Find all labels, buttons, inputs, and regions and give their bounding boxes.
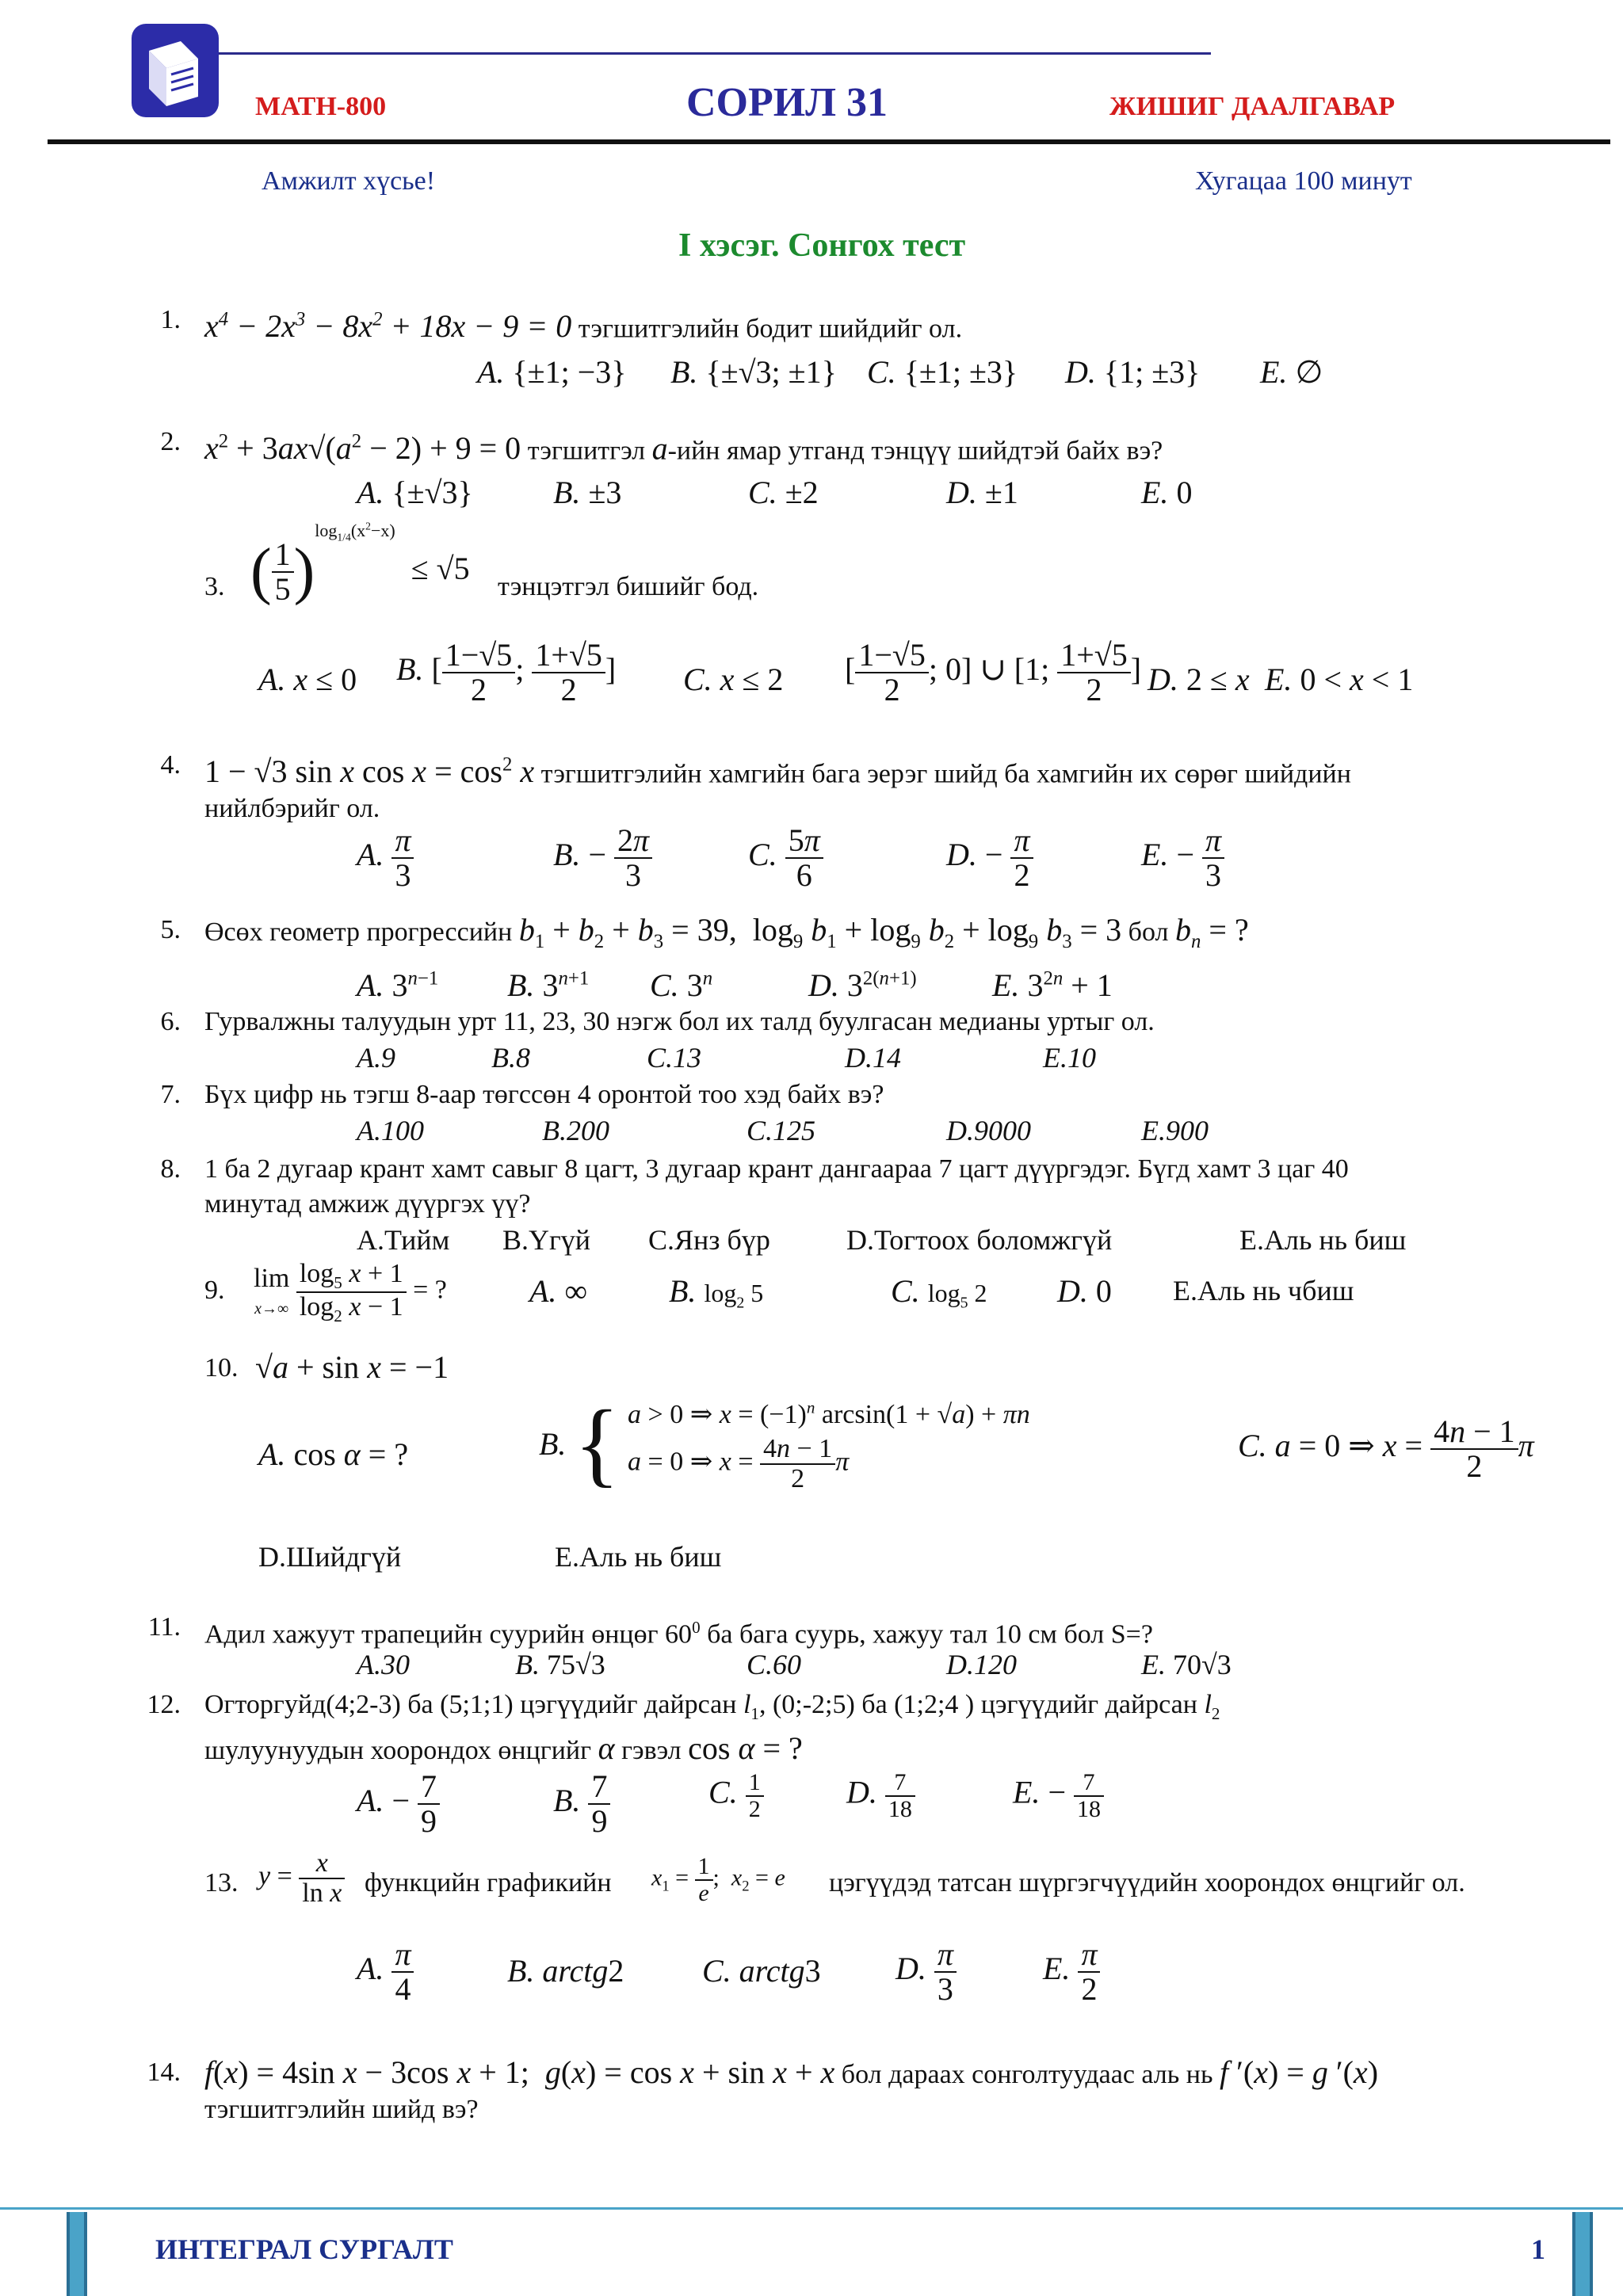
target: $b_n$ = ?: [1175, 912, 1249, 952]
q3-number: 3.: [204, 572, 225, 601]
page-title: СОРИЛ 31: [686, 80, 888, 125]
q5-option-e[interactable]: E. $3^{2n} + 1$: [992, 967, 1113, 1003]
question-11: 11. Адил хажуут трапецийн суурийн өнцөг $60^0$ ба бага суурь, хажуу тал 10 см бол S=?: [204, 1610, 1568, 1652]
target-equation: f ′(x) = g ′(x): [1219, 2054, 1379, 2090]
q9-option-b[interactable]: B. $\log_2 5$: [669, 1273, 764, 1312]
question-text-4: гэвэл: [621, 1735, 682, 1765]
q4-option-b[interactable]: B. − $\frac{2\pi}{3}$: [553, 824, 652, 892]
question-number: 4.: [160, 750, 181, 780]
question-text-2: нийлбэрийг ол.: [204, 794, 380, 824]
question-number: 8.: [160, 1154, 181, 1184]
q13-option-a[interactable]: A. $\frac{\pi}{4}$: [357, 1938, 414, 2006]
q4-option-a[interactable]: A. $\frac{\pi}{3}$: [357, 824, 414, 892]
q3-option-c[interactable]: C. x ≤ 2: [683, 662, 784, 697]
q5-option-c[interactable]: C. 3$^n$: [650, 967, 713, 1003]
q10-equation: √a + sin x = −1: [255, 1349, 449, 1385]
question-number: 12.: [147, 1690, 181, 1719]
section-title: I хэсэг. Сонгох тест: [678, 227, 966, 264]
question-text-2: бол: [1128, 917, 1169, 947]
footer-right-bar: [1572, 2212, 1593, 2296]
q13-text-2: цэгүүдэд татсан шүргэгчүүдийн хоорондох өнцгийг ол.: [829, 1868, 1465, 1897]
question-8: [160, 1152, 1568, 1222]
footer-top-rule: [0, 2207, 1623, 2210]
q13-function: y = $\frac{x}{\text{ln x}}$: [258, 1849, 345, 1907]
q8-option-b[interactable]: B.Үгүй: [502, 1224, 591, 1256]
question-text-3: шулуунуудын хоорондох өнцгийг: [204, 1735, 592, 1765]
functions: f(x) = 4sin x − 3cos x + 1; g(x) = cos x + sin x + x: [204, 2054, 835, 2090]
q2-option-a[interactable]: A. {±√3}: [357, 475, 473, 510]
q13-option-e[interactable]: E. $\frac{\pi}{2}$: [1043, 1938, 1100, 2006]
q7-option-c[interactable]: C.125: [747, 1115, 816, 1146]
q9-option-d[interactable]: D. 0: [1057, 1273, 1112, 1309]
question-text: Өсөх геометр прогрессийн: [204, 917, 513, 947]
q6-option-b[interactable]: B.8: [491, 1042, 530, 1074]
q10-option-d[interactable]: D.Шийдгүй: [258, 1541, 402, 1573]
question-14: [147, 2054, 1568, 2127]
question-2: [160, 425, 1568, 468]
question-text: тэгшитгэл: [527, 436, 646, 466]
q1-option-e[interactable]: E. ∅: [1260, 354, 1323, 390]
q13-option-c[interactable]: C. arctg3: [702, 1953, 821, 1989]
question-7: [160, 1077, 1568, 1112]
q3-option-d[interactable]: D. 2 ≤ x: [1148, 662, 1250, 697]
q11-option-e[interactable]: E. 70√3: [1141, 1649, 1232, 1680]
question-12: 12. Огторгуйд(4;2-3) ба (5;1;1) цэгүүдийг дайрсан $l_1$, (0;-2;5) ба (1;2;4 ) цэгүүдийг дайрсан $l_2$ шулуунуудын хоорондох өнцгийг α гэвэл cos α = ?: [204, 1688, 1568, 1768]
question-number: 14.: [147, 2058, 181, 2087]
q3-option-a[interactable]: A. x ≤ 0: [258, 662, 357, 697]
equation: $x^4 - 2x^3 - 8x^2 + 18x - 9 = 0$: [204, 308, 572, 345]
q9-option-a[interactable]: A. ∞: [529, 1273, 587, 1309]
book-logo-icon: [132, 24, 219, 117]
q5-option-b[interactable]: B. $3^{n+1}$: [507, 967, 590, 1003]
q1-option-c[interactable]: C. {±1; ±3}: [867, 354, 1018, 390]
question-number: 2.: [160, 427, 181, 456]
q12-option-a[interactable]: A. − $\frac{7}{9}$: [357, 1770, 440, 1838]
q8-option-a[interactable]: A.Тийм: [357, 1224, 450, 1256]
q6-option-c[interactable]: C.13: [647, 1042, 702, 1074]
q9-option-c[interactable]: C. $\log_5 2$: [891, 1273, 987, 1312]
q6-option-e[interactable]: E.10: [1043, 1042, 1096, 1074]
assignment-type: ЖИШИГ ДААЛГАВАР: [1109, 92, 1396, 121]
question-text-2: ба бага суурь, хажуу тал 10 см бол S=?: [707, 1619, 1153, 1650]
condition: $b_1 + b_2 + b_3 = 39$, $\log_9 b_1 + \log_9 b_2 + \log_9 b_3 = 3$: [518, 912, 1122, 952]
q8-option-d[interactable]: D.Тогтоох боломжгүй: [846, 1224, 1113, 1256]
q1-option-a[interactable]: A. {±1; −3}: [477, 354, 627, 390]
question-text-2: , (0;-2;5) ба (1;2;4 ) цэгүүдийг дайрсан: [758, 1690, 1197, 1719]
q9-limit: lim x→∞ $\frac{\log_5 x + 1}{\log_2 x - 1}$ = ?: [254, 1259, 447, 1325]
question-1: [160, 303, 1568, 346]
question-number: 11.: [147, 1612, 181, 1642]
question-text-2: минутад амжиж дүүргэх үү?: [204, 1189, 531, 1219]
q4-option-c[interactable]: C. $\frac{5\pi}{6}$: [748, 824, 823, 892]
footer-brand: ИНТЕГРАЛ СУРГАЛТ: [155, 2233, 453, 2265]
q6-option-d[interactable]: D.14: [845, 1042, 901, 1074]
question-text: бол дараах сонголтуудаас аль нь: [841, 2060, 1213, 2089]
q10-option-e[interactable]: E.Аль нь биш: [555, 1541, 722, 1573]
q12-option-d[interactable]: D. $\frac{7}{18}$: [846, 1770, 915, 1821]
q7-option-b[interactable]: B.200: [542, 1115, 609, 1146]
q3-inequality: ( $\frac{1}{5}$ )$^{log_{1/4}(x^2-x)}$ ≤ √5: [250, 520, 470, 607]
q7-option-a[interactable]: A.100: [357, 1115, 424, 1146]
equation: 1 − √3 sin x $\cos x = \cos^2 x$: [204, 753, 535, 790]
target: cos α = ?: [688, 1730, 803, 1766]
q11-option-c[interactable]: C.60: [747, 1649, 802, 1680]
question-text: Гурвалжны талуудын урт 11, 23, 30 нэгж бол их талд буулгасан медианы уртыг ол.: [204, 1007, 1155, 1036]
q7-option-d[interactable]: D.9000: [946, 1115, 1031, 1146]
question-4: [160, 748, 1568, 826]
question-text: 1 ба 2 дугаар крант хамт савыг 8 цагт, 3 дугаар крант дангаараа 7 цагт дүүргэдэг. Бүгд хамт 3 цаг 40: [204, 1154, 1349, 1184]
q10-option-b[interactable]: B. { a > 0 ⇒ $x = (-1)^n$ arcsin(1 + √a) + πn a = 0 ⇒ x = $\frac{4n - 1}{2}$ π: [539, 1390, 1030, 1497]
q6-option-a[interactable]: A.9: [357, 1042, 395, 1074]
q11-option-d[interactable]: D.120: [946, 1649, 1017, 1680]
q10-number: 10.: [204, 1353, 239, 1383]
question-text: тэгшитгэлийн бодит шийдийг ол.: [578, 314, 963, 344]
q12-option-b[interactable]: B. $\frac{7}{9}$: [553, 1770, 610, 1838]
q12-option-c[interactable]: C. $\frac{1}{2}$: [708, 1770, 764, 1821]
equation: $x^2 + 3ax√(a^2 - 2) + 9 = 0$: [204, 430, 521, 467]
q13-option-d[interactable]: D. $\frac{\pi}{3}$: [896, 1938, 957, 2006]
logo: [132, 24, 219, 117]
question-number: 1.: [160, 305, 181, 334]
q9-number: 9.: [204, 1276, 225, 1305]
q2-option-d[interactable]: D. ±1: [946, 475, 1018, 510]
question-text: тэгшитгэлийн хамгийн бага эерэг шийд ба хамгийн их сөрөг шийдийн: [540, 759, 1351, 789]
time-limit: Хугацаа 100 минут: [1195, 166, 1412, 196]
q13-number: 13.: [204, 1868, 239, 1897]
q2-option-c[interactable]: C. ±2: [748, 475, 819, 510]
header-bottom-rule: [48, 139, 1610, 144]
course-code: МАТН-800: [255, 92, 387, 121]
q3-text: тэнцэтгэл бишийг бод.: [498, 572, 759, 601]
q2-option-b[interactable]: B. ±3: [553, 475, 622, 510]
question-text: Адил хажуут трапецийн суурийн өнцөг 60: [204, 1619, 693, 1650]
q5-option-d[interactable]: D. $3^{2(n+1)}$: [808, 967, 917, 1003]
q4-option-e[interactable]: E. − $\frac{\pi}{3}$: [1141, 824, 1224, 892]
header-top-rule: [219, 52, 1211, 55]
q3-option-bracket[interactable]: [ $\frac{1-√5}{2}$ ; 0] ∪ [1; $\frac{1+√5}{2}$ ]: [845, 637, 1142, 707]
q1-option-d[interactable]: D. {1; ±3}: [1065, 354, 1201, 390]
q4-option-d[interactable]: D. − $\frac{\pi}{2}$: [946, 824, 1033, 892]
question-text-2: -ийн ямар утганд тэнцүү шийдтэй байх вэ?: [667, 436, 1163, 466]
q9-option-e[interactable]: E.Аль нь чбиш: [1173, 1275, 1354, 1306]
question-number: 6.: [160, 1007, 181, 1036]
q10-option-a[interactable]: A. cos α = ?: [258, 1436, 409, 1472]
q7-option-e[interactable]: E.900: [1141, 1115, 1209, 1146]
wish-text: Амжилт хүсье!: [262, 166, 436, 196]
question-text-2: тэгшитгэлийн шийд вэ?: [204, 2095, 479, 2124]
q3-option-e[interactable]: E. 0 < x < 1: [1265, 662, 1414, 697]
question-5: [160, 912, 1568, 959]
question-text: Бүх цифр нь тэгш 8-аар төгссөн 4 оронтой тоо хэд байх вэ?: [204, 1080, 884, 1109]
q1-option-b[interactable]: B. {±√3; ±1}: [670, 354, 837, 390]
q2-option-e[interactable]: E. 0: [1141, 475, 1193, 510]
q10-option-c[interactable]: C. a = 0 ⇒ x = $\frac{4n - 1}{2}$ π: [1238, 1413, 1534, 1484]
q12-option-e[interactable]: E. − $\frac{7}{18}$: [1013, 1770, 1104, 1821]
question-number: 5.: [160, 915, 181, 944]
footer-left-bar: [67, 2212, 87, 2296]
q5-option-a[interactable]: A. $3^{n-1}$: [357, 967, 439, 1003]
q11-option-a[interactable]: A.30: [357, 1649, 410, 1680]
alpha-symbol: α: [598, 1730, 615, 1766]
q13-option-b[interactable]: B. arctg2: [507, 1953, 624, 1989]
q13-points: $x_1$ = $\frac{1}{e}$ ; $x_2 = e$: [651, 1853, 785, 1906]
question-6: [160, 1005, 1568, 1039]
parameter-a: a: [651, 430, 668, 467]
question-number: 7.: [160, 1080, 181, 1109]
q3-option-b[interactable]: B. [ $\frac{1-√5}{2}$ ; $\frac{1+√5}{2}$ ]: [396, 637, 617, 707]
page-number: 1: [1531, 2233, 1545, 2265]
q8-option-c[interactable]: C.Янз бүр: [648, 1224, 770, 1256]
q11-option-b[interactable]: B. 75√3: [515, 1649, 605, 1680]
question-text: Огторгуйд(4;2-3) ба (5;1;1) цэгүүдийг дайрсан: [204, 1690, 737, 1719]
q8-option-e[interactable]: E.Аль нь биш: [1239, 1224, 1407, 1256]
q13-text: функцийн графикийн: [365, 1868, 612, 1897]
